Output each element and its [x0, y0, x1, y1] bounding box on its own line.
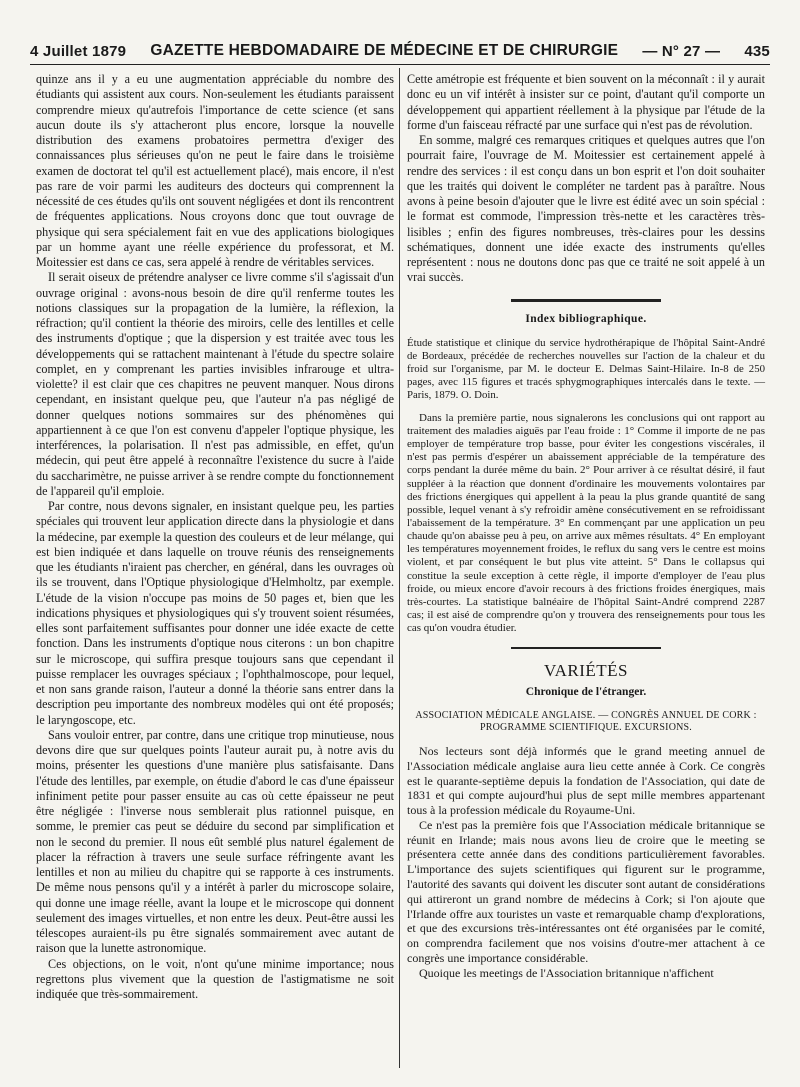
- section-separator: [511, 299, 661, 302]
- right-column: [407, 72, 765, 981]
- column-divider: [399, 68, 400, 1068]
- right-intro-paragraph-2: En somme, malgré ces remarques critiques et quelques autres que l'on pourrait faire, l'ouvrage de M. Moitessier est certainement appelé à rendre des services : il est conçu dans un bon esprit et l'on doit souhaiter que les traités qui doivent le compléter ne tardent pas à paraître. Nous avons à peine besoin d'ajouter que le livre est édité avec un soin spécial : le format est commode, l'impression très-nette et les caractères très-lisibles ; enfin des figures nombreuses, très-claires pour les dessins schématiques, donnent une idée exacte des instruments qu'elles représentent : nous ne doutons donc pas que ce traité ne soit appelé à un vrai succès.: [407, 133, 765, 285]
- biblio-body: Dans la première partie, nous signalerons les conclusions qui ont rapport au traitement des maladies aiguës par l'eau froide : 1° Comme il importe de ne pas employer de température trop basse, pour éviter les congestions viscérales, il n'est pas permis d'espérer un abaissement appréciable de la température des corps pendant la durée même du bain. 2° Pour arriver à ce résultat désiré, il faut suppléer à la réaction que donnent d'ordinaire les mouvements volontaires par des frictions énergiques qui appellent à la peau la plus grande quantité de sang possible, lequel venant à s'y refroidir amène consécutivement en se refroidissant l'abaissement de la température. 3° En commençant par une application un peu chaude qu'on abaisse peu à peu, on arrive aux mêmes résultats. 4° En employant les températures moyennement froides, le reflux du sang vers le centre est moins violent, et par conséquent le but plus vite atteint. 5° Dans le collapsus qui constitue la seule exception à cette règle, il importe d'employer de l'eau plus froide, ou mieux encore d'avoir recours à des frictions froides énergiques, mais très-courtes. La statistique balnéaire de l'hôpital Saint-André comprend 2287 cas; il est aisé de comprendre qu'on y trouvera des renseignements pour tous les cas qu'on voudra étudier.: [407, 411, 765, 635]
- right-intro-paragraph-1: Cette amétropie est fréquente et bien souvent on la méconnaît : il y aurait donc eu un vif intérêt à insister sur ce point, d'autant qu'il comporte un développement qui appartient réellement à la physique par l'étude de la forme d'un faisceau réfracté par une surface qui n'est pas de révolution.: [407, 72, 765, 132]
- index-heading: Index bibliographique.: [525, 312, 647, 325]
- association-paragraph-1: Nos lecteurs sont déjà informés que le grand meeting annuel de l'Association médicale anglaise aura lieu cette année à Cork. Ce congrès est le quarante-septième depuis la fondation de l'Association, qui date de 1831 et qui compte aujourd'hui plus de sept mille membres appartenant tous à la profession médicale du Royaume-Uni.: [407, 743, 765, 818]
- left-paragraph-1: quinze ans il y a eu une augmentation appréciable du nombre des étudiants qui assistent aux cours. Non-seulement les étudiants paraissent comprendre mieux qu'autrefois l'importance de cette science (et sans aucun doute ils s'y attacheront plus encore, lorsque la nouvelle distribution des examens probatoires permettra d'exiger des connaissances plus sérieuses qu'on ne peut le faire dans le troisième examen de doctorat tel qu'il est actuellement placé), mais encore, il n'est pas rare de voir parmi les auditeurs des docteurs qui comprennent la nécessité de ces études qu'ils ont souvent négligées et dont ils rencontrent de fréquentes applications. Nous croyons donc que tout ouvrage de physique qui sera spécialement fait en vue des applications biologiques par un homme ayant une réelle expérience du professorat, et M. Moitessier est dans ce cas, sera appelé à rendre de véritables services.: [36, 72, 394, 269]
- header-date: 4 Juillet 1879: [30, 42, 127, 60]
- section-separator-2: [511, 647, 661, 649]
- association-paragraph-2: Ce n'est pas la première fois que l'Association médicale britannique se réunit en Irlande; mais nous avons lieu de croire que le meeting se présentera cette année dans des conditions particulièrement favorables. L'importance des sujets scientifiques qui figurent sur le programme, l'autorité des savants qui doivent les discuter sont autant de considérations qui attireront un grand nombre de médecins à Cork; si l'on ajoute que l'Irlande offre aux touristes un vaste et remarquable champ d'explorations, et que des excursions très-intéressantes ont été organisées par le comité, on comprendra facilement que nos voisins d'outre-mer attachent à ce congrès une importance considérable.: [407, 817, 765, 966]
- left-paragraph-5: Ces objections, on le voit, n'ont qu'une minime importance; nous regrettons plus vivement que la question de l'astigmatisme ne soit indiquée que très-sommairement.: [36, 956, 394, 1001]
- association-body: [407, 744, 765, 981]
- association-paragraph-3: Quoique les meetings de l'Association britannique n'affichent: [419, 965, 714, 980]
- header-issue: — N° 27 —: [642, 42, 721, 60]
- left-column: [36, 72, 394, 1002]
- left-paragraph-4: Sans vouloir entrer, par contre, dans une critique trop minutieuse, nous devons dire que sur quelques points l'auteur aurait pu, à notre avis du moins, présenter les questions d'une manière plus satisfaisante. Dans l'étude des lentilles, par exemple, on étudie d'abord le cas d'une épaisseur infiniment petite pour passer ensuite au cas où cette épaisseur ne peut être négligée : l'inverse nous semblerait plus rationnel puisque, en somme, le premier cas peut se déduire du second par simplification et non le second du premier. Il nous eût semblé plus naturel également de placer la réfraction à travers une seule surface réfringente avant les lentilles et non au milieu du chapitre qui se rapporte à ces instruments. De même nous pensons qu'il y a intérêt à parler du microscope solaire, qui donne une image réelle, avant la loupe et le microscope qui donnent seulement des images virtuelles, et non entre les deux. Peut-être aussi les télescopes auraient-ils pu être signalés sommairement avec autant de raison que la lunette astronomique.: [36, 727, 394, 956]
- chronique-heading: Chronique de l'étranger.: [525, 685, 647, 698]
- left-paragraph-3: Par contre, nous devons signaler, en insistant quelque peu, les parties spéciales qui trouvent leur application directe dans la physiologie et dans la médecine, par exemple la question des couleurs et de leur mélange, qui est bien indiquée et dans laquelle on trouve réunis des renseignements que les étudiants n'iraient pas chercher, en général, dans les ouvrages où ils se trouvent, dans l'Optique physiologique d'Helmholtz, par exemple. L'étude de la vision n'occupe pas moins de 50 pages et, bien que les indications physiques et physiologiques qui s'y trouvent soient résumées, elles sont parfaitement suffisantes pour donner une idée exacte de cette fonction. Dans les instruments d'optique nous citerons : un bon chapitre sur le microscope, qui suffira presque toujours sans que cependant il puisse remplacer les ouvrages spéciaux ; l'ophthalmoscope, pour lequel, et non sans grande raison, l'auteur a donné la théorie sans entrer dans la description peu importante des nombreux modèles qui ont été proposés; le laryngoscope, etc.: [36, 499, 394, 727]
- left-paragraph-2: Il serait oiseux de prétendre analyser ce livre comme s'il s'agissait d'un ouvrage original : avons-nous besoin de dire qu'il renferme toutes les notions classiques sur la propagation de la lumière, la réflexion, la réfraction; qu'il contient la théorie des miroirs, celle des lentilles et celle des instruments d'optique ; que la dispersion y est traitée avec tous les développements qui se rattachent maintenant à l'étude du spectre solaire complet, en y comprenant les parties invisibles infrarouge et ultra-violette? il est clair que ces chapitres ne peuvent manquer. Nous dirons cependant, en insistant quelque peu, que l'auteur n'a pas négligé de donner quelques notions sommaires sur des phénomènes qui appartiennent à ce que l'on est convenu d'appeler l'optique physique, les interférences, la polarisation. Il n'est pas admissible, en effet, qu'un médecin, qui peut être appelé à reconnaître l'existence du sucre à l'aide du saccharimètre, ne puisse arriver à se rendre compte du fonctionnement de l'appareil qu'il emploie.: [36, 270, 394, 498]
- varietes-heading: VARIÉTÉS: [544, 661, 628, 681]
- header-page-number: 435: [744, 42, 770, 60]
- header-title: GAZETTE HEBDOMADAIRE DE MÉDECINE ET DE CHIRURGIE: [150, 42, 619, 59]
- association-heading: ASSOCIATION MÉDICALE ANGLAISE. — CONGRÈS ANNUEL DE CORK : PROGRAMME SCIENTIFIQUE. EXCURSIONS.: [415, 709, 757, 733]
- biblio-entry: Étude statistique et clinique du service hydrothérapique de l'hôpital Saint-André de Bordeaux, précédée de recherches nouvelles sur l'action de la chaleur et du froid sur l'organisme, par M. le docteur E. Delmas Saint-Hilaire. In-8 de 250 pages, avec 115 figures et tracés sphygmographiques intercalés dans le texte. — Paris, 1879. O. Doin.: [407, 336, 765, 401]
- page-header: [30, 38, 770, 65]
